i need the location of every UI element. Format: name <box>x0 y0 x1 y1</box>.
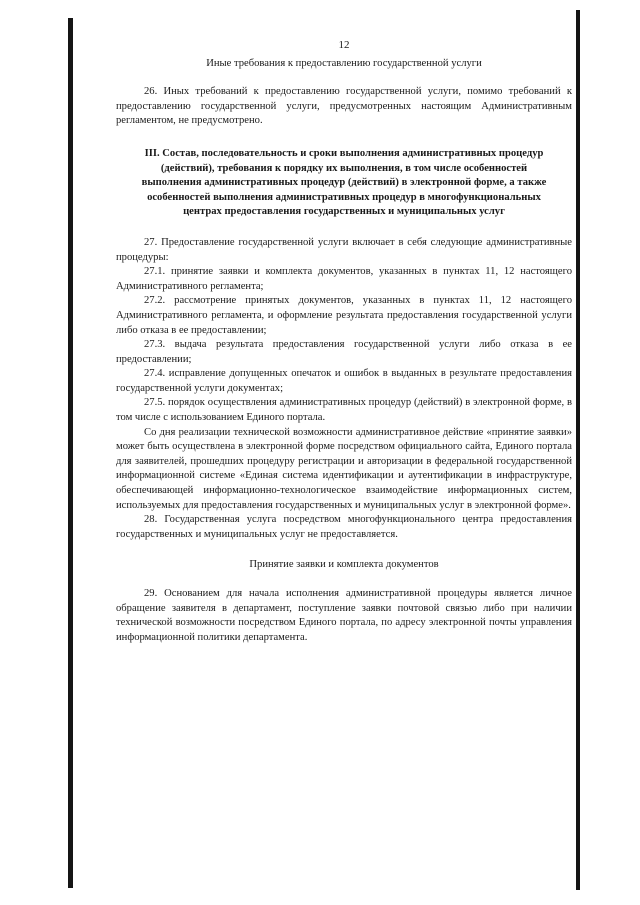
paragraph-27-1: 27.1. принятие заявки и комплекта документов, указанных в пунктах 11, 12 настоящего Административного регламента; <box>116 266 572 292</box>
paragraph-27: 27. Предоставление государственной услуги включает в себя следующие административные процедуры: <box>116 236 572 263</box>
page-number: 12 <box>338 39 350 51</box>
paragraph-28: 28. Государственная услуга посредством многофункционального центра предоставления государственных и муниципальных услуг не предоставляется. <box>116 514 572 540</box>
paragraph-27-3: 27.3. выдача результата предоставления государственной услуги либо отказа в ее предоставлении; <box>116 339 572 365</box>
scan-edge-left <box>68 18 73 888</box>
acceptance-heading: Принятие заявки и комплекта документов <box>249 559 439 571</box>
document-page <box>116 38 572 645</box>
paragraph-29: 29. Основанием для начала исполнения административной процедуры является личное обращение заявителя в департамент, поступление заявки почтовой связью либо при наличии технической возможности посредством Единого портала, по адресу электронной почты управления информационной политики департамента. <box>116 588 572 643</box>
other-requirements-heading: Иные требования к предоставлению государственной услуги <box>206 57 482 69</box>
paragraph-27-5: 27.5. порядок осуществления административных процедур (действий) в электронной форме, в том числе с использованием Единого портала. <box>116 397 572 424</box>
section-3-title: III. Состав, последовательность и сроки выполнения административных процедур (действий), требования к порядку их выполнения, в том числе особенностей выполнения административных процедур (действий) в электронной форме, а также особенностей выполнения административных процедур в многофункциональных центрах предоставления государственных и муниципальных услуг <box>141 147 547 218</box>
paragraph-27-2: 27.2. рассмотрение принятых документов, указанных в пунктах 11, 12 настоящего Административного регламента, и оформление результата предоставления государственной услуги либо отказа в ее предоставлении; <box>116 295 572 336</box>
scan-edge-right <box>576 10 580 890</box>
paragraph-26: 26. Иных требований к предоставлению государственной услуги, помимо требований к предоставлению государственной услуги, предусмотренных настоящим Административным регламентом, не предусмотрено. <box>116 86 572 127</box>
paragraph-27-4: 27.4. исправление допущенных опечаток и ошибок в выданных в результате предоставления государственной услуги документах; <box>116 368 572 394</box>
paragraph-technical-possibility: Со дня реализации технической возможности административное действие «принятие заявки» может быть осуществлена в электронной форме посредством официального сайта, Единого портала для заявителей, прошедших процедуру регистрации и авторизации в федеральной государственной информационной системе «Единая система идентификации и аутентификации в инфраструктуре, обеспечивающей информационно-технологическое взаимодействие информационных систем, используемых для предоставления государственных и муниципальных услуг в электронной форме». <box>116 426 572 511</box>
